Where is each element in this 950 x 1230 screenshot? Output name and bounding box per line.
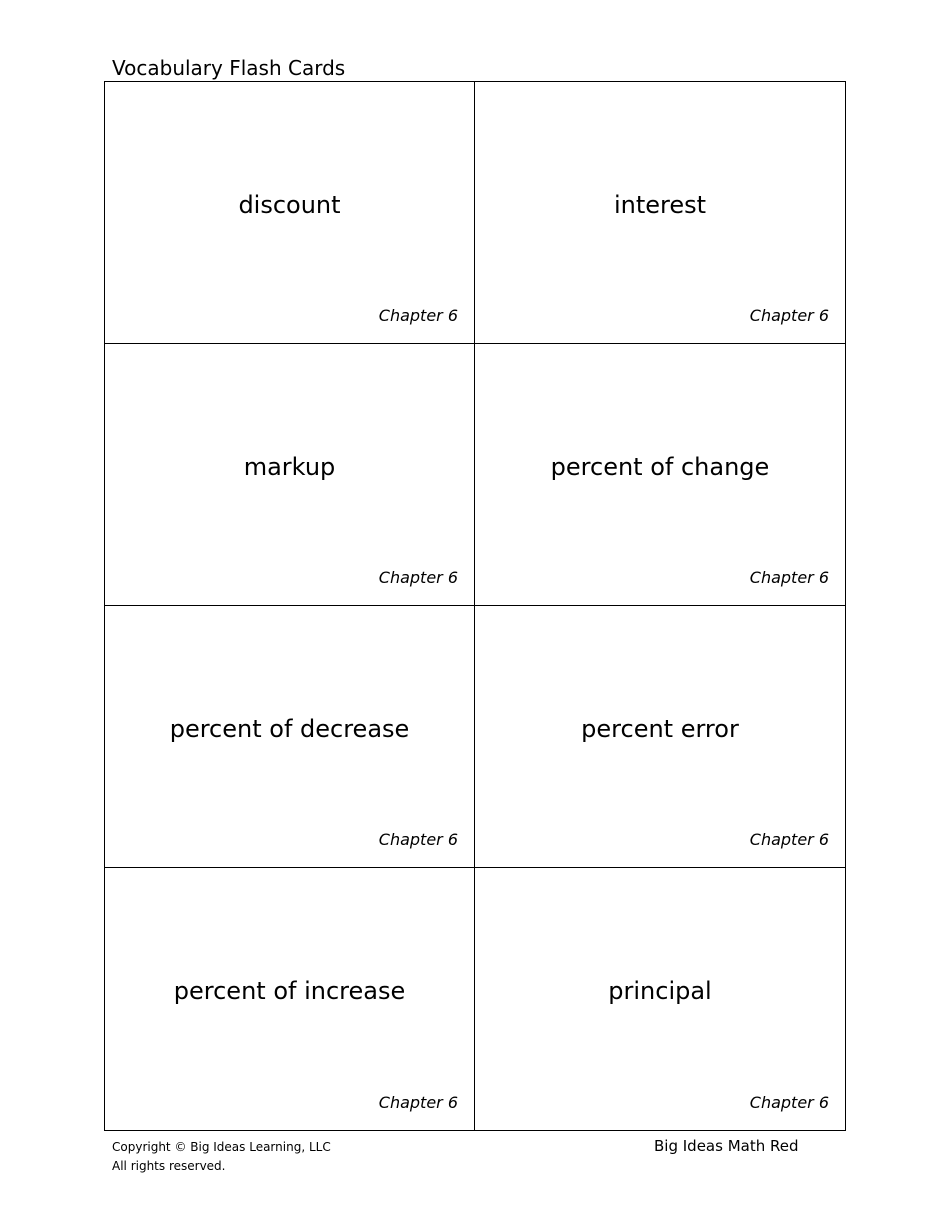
flash-card [475,82,845,344]
card-term: percent of increase [173,977,406,1005]
card-chapter: Chapter 6 [749,306,829,325]
card-chapter: Chapter 6 [378,306,458,325]
card-chapter: Chapter 6 [749,568,829,587]
card-term: interest [613,191,707,219]
copyright-line: Copyright © Big Ideas Learning, LLC [112,1140,331,1154]
card-term: markup [243,453,336,481]
card-chapter: Chapter 6 [749,1093,829,1112]
flash-card [105,606,475,868]
page-title: Vocabulary Flash Cards [112,56,346,80]
card-term: percent of change [550,453,770,481]
flash-card [475,868,845,1130]
flash-card [105,82,475,344]
rights-line: All rights reserved. [112,1159,226,1173]
card-chapter: Chapter 6 [378,568,458,587]
book-name: Big Ideas Math Red [654,1137,799,1155]
flash-card [475,606,845,868]
card-chapter: Chapter 6 [749,830,829,849]
flash-card-grid [104,81,846,1131]
card-term: principal [608,977,712,1005]
flash-card [105,344,475,606]
copyright-notice [112,1138,331,1176]
card-term: percent of decrease [169,715,410,743]
card-chapter: Chapter 6 [378,1093,458,1112]
card-chapter: Chapter 6 [378,830,458,849]
card-term: percent error [581,715,739,743]
flash-card [475,344,845,606]
card-term: discount [238,191,341,219]
flash-card [105,868,475,1130]
